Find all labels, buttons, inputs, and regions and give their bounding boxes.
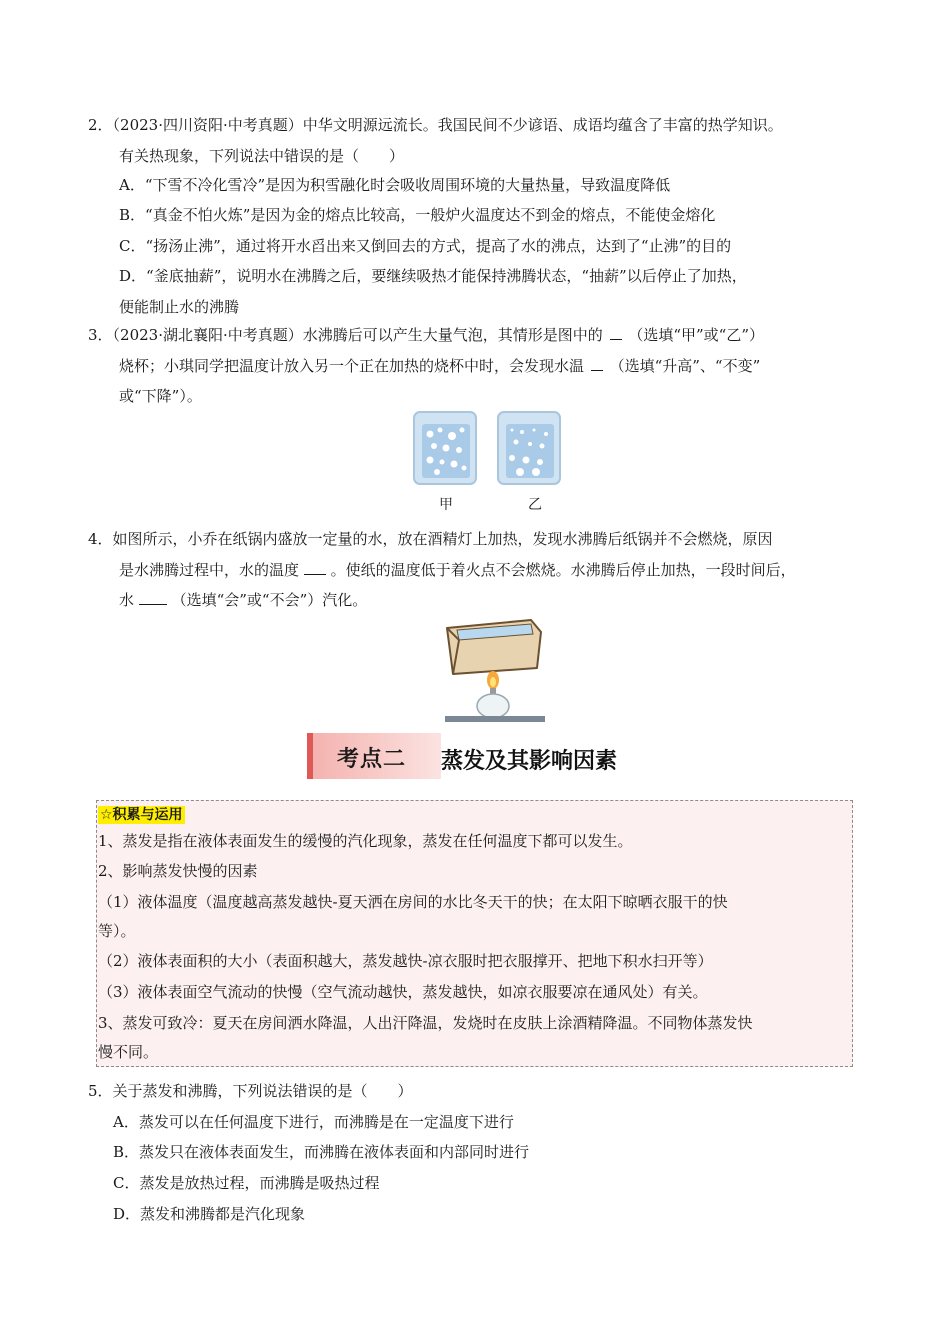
paper-pot-figure: [445, 618, 545, 722]
q3-stem-line1: [88, 325, 764, 345]
knowledge-line-4: 等）。: [98, 922, 136, 940]
q5-option-d: D．蒸发和沸腾都是汽化现象: [113, 1205, 306, 1223]
q5-option-b: B．蒸发只在液体表面发生，而沸腾在液体表面和内部同时进行: [113, 1143, 530, 1161]
section-badge-text: 考点二: [337, 747, 407, 772]
knowledge-line-1: 1、蒸发是指在液体表面发生的缓慢的汽化现象，蒸发在任何温度下都可以发生。: [98, 832, 633, 850]
q5-option-a: A．蒸发可以在任何温度下进行，而沸腾是在一定温度下进行: [113, 1113, 514, 1131]
knowledge-line-6: （3）液体表面空气流动的快慢（空气流动越快，蒸发越快，如凉衣服要凉在通风处）有关。: [98, 983, 708, 1001]
q4-stem-line3: [119, 590, 367, 610]
q4-stem-line1: 4．如图所示，小乔在纸锅内盛放一定量的水，放在酒精灯上加热，发现水沸腾后纸锅并不会燃烧，原因: [88, 530, 773, 548]
q4-line2-rest: 。使纸的温度低于着火点不会燃烧。水沸腾后停止加热，一段时间后，: [330, 561, 796, 579]
q2-stem-line2: 有关热现象，下列说法中错误的是（ ）: [119, 147, 405, 165]
knowledge-line-8: 慢不同。: [98, 1043, 159, 1061]
q3-blank-2[interactable]: [591, 356, 603, 371]
q2-option-a: A．“下雪不冷化雪冷”是因为积雪融化时会吸收周围环境的大量热量，导致温度降低: [119, 176, 671, 194]
q2-option-d-line2: 便能制止水的沸腾: [119, 298, 240, 316]
q3-stem-line2: [119, 356, 760, 376]
q4-stem-line2: [119, 560, 796, 580]
section-badge: [307, 733, 441, 779]
section-title: 蒸发及其影响因素: [441, 749, 618, 774]
beaker-label-jia: 甲: [439, 497, 453, 513]
q5-stem: 5．关于蒸发和沸腾，下列说法错误的是（ ）: [88, 1082, 413, 1100]
q3-line2-hint: （选填“升高”、“不变”: [609, 357, 761, 375]
q3-stem-line3: 或“下降”）。: [119, 387, 202, 405]
q4-line3-hint: （选填“会”或“不会”）汽化。: [171, 591, 368, 609]
q4-line2-text: 是水沸腾过程中，水的温度: [119, 561, 300, 579]
q2-option-c: C．“扬汤止沸”，通过将开水舀出来又倒回去的方式，提高了水的沸点，达到了“止沸”的目的: [119, 237, 732, 255]
q2-option-d-line1: D．“釜底抽薪”，说明水在沸腾之后，要继续吸热才能保持沸腾状态，“抽薪”以后停止了加热，: [119, 267, 747, 285]
knowledge-line-5: （2）液体表面积的大小（表面积越大，蒸发越快-凉衣服时把衣服撑开、把地下积水扫开等）: [98, 952, 713, 970]
knowledge-line-3: （1）液体温度（温度越高蒸发越快-夏天洒在房间的水比冬天干的快；在太阳下晾晒衣服干的快: [98, 893, 728, 911]
beaker-label-yi: 乙: [528, 497, 542, 513]
q3-line2-text: 烧杯；小琪同学把温度计放入另一个正在加热的烧杯中时，会发现水温: [119, 357, 585, 375]
alcohol-lamp: [477, 688, 509, 718]
table-surface: [445, 716, 545, 722]
paper-pot: [447, 620, 541, 674]
knowledge-tag: ☆积累与运用: [100, 807, 183, 823]
knowledge-line-2: 2、影响蒸发快慢的因素: [98, 862, 258, 880]
q2-stem-line1: 2．（2023·四川资阳·中考真题）中华文明源远流长。我国民间不少谚语、成语均蕴含了丰富的热学知识。: [88, 116, 783, 134]
q3-line1-text: 3．（2023·湖北襄阳·中考真题）水沸腾后可以产生大量气泡，其情形是图中的: [88, 326, 603, 344]
knowledge-line-7: 3、蒸发可致冷：夏天在房间洒水降温，人出汗降温，发烧时在皮肤上涂酒精降温。不同物体蒸发快: [98, 1014, 753, 1032]
q3-blank-1[interactable]: [610, 325, 622, 340]
beaker-jia: [414, 412, 476, 484]
q2-option-b: B．“真金不怕火炼”是因为金的熔点比较高，一般炉火温度达不到金的熔点，不能使金熔化: [119, 206, 716, 224]
q3-line1-hint: （选填“甲”或“乙”）: [628, 326, 765, 344]
q4-blank-2[interactable]: [139, 590, 167, 605]
q4-line3-text: 水: [119, 591, 135, 609]
q5-option-c: C．蒸发是放热过程，而沸腾是吸热过程: [113, 1174, 380, 1192]
beaker-yi: [498, 412, 560, 484]
beakers-figure: [412, 410, 562, 486]
flame-icon: [487, 671, 499, 689]
q4-blank-1[interactable]: [304, 560, 326, 575]
